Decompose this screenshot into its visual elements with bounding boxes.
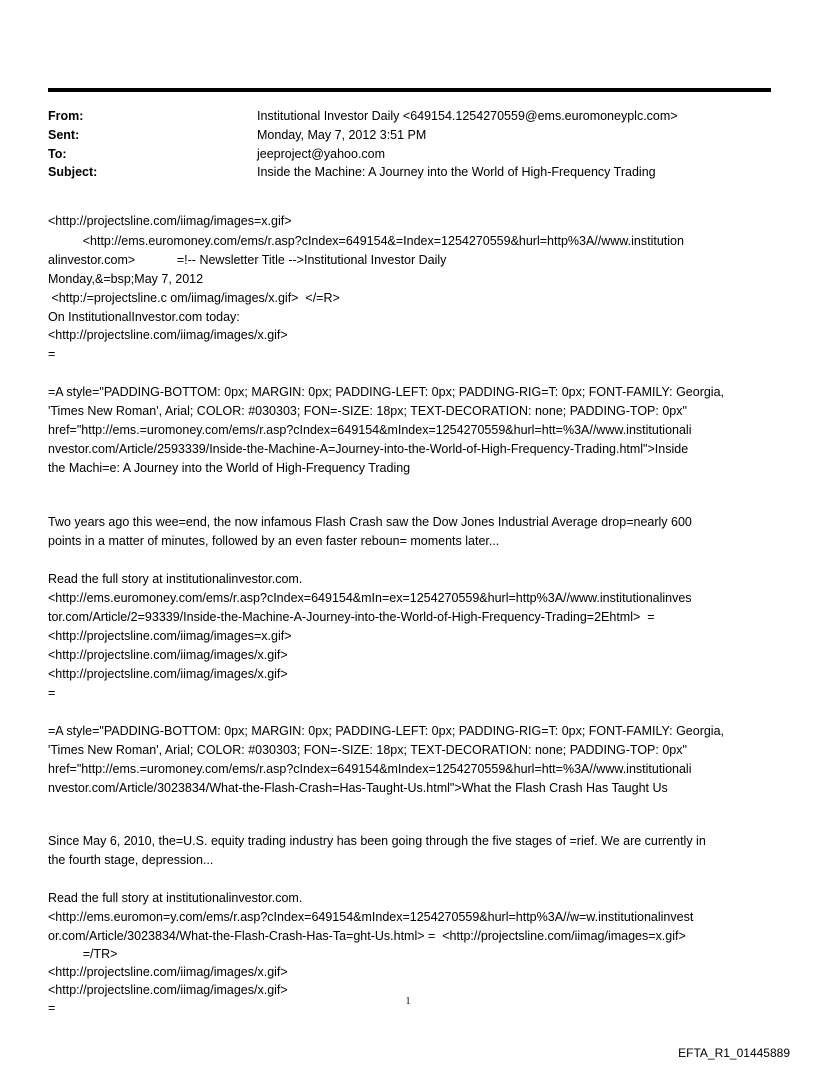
body-line: <http://projectsline.com/iimag/images/x.gif>: [48, 965, 288, 979]
from-value: Institutional Investor Daily <649154.1254270559@ems.euromoneyplc.com>: [257, 109, 678, 123]
body-line: nvestor.com/Article/3023834/What-the-Flash-Crash=Has-Taught-Us.html">What the Flash Crash Has Taught Us: [48, 781, 668, 795]
body-line: 'Times New Roman', Arial; COLOR: #030303; FON=-SIZE: 18px; TEXT-DECORATION: none; PADDING-TOP: 0px": [48, 404, 687, 418]
body-line: =: [48, 1001, 56, 1015]
page-number: 1: [405, 996, 411, 1007]
subject-label: Subject:: [48, 165, 98, 179]
from-label: From:: [48, 109, 84, 123]
body-line: Monday,&=bsp;May 7, 2012: [48, 272, 204, 286]
body-line: =: [48, 686, 56, 700]
body-line: <http://projectsline.com/iimag/images=x.gif>: [48, 629, 292, 643]
body-line: nvestor.com/Article/2593339/Inside-the-Machine-A=Journey-into-the-World-of-High-Frequency-Trading.html">Inside: [48, 442, 689, 456]
body-line: <http://ems.euromon=y.com/ems/r.asp?cIndex=649154&mIndex=1254270559&hurl=http%3A//w=w.institutionalinvest: [48, 910, 694, 924]
body-line: <http://projectsline.com/iimag/images/x.gif>: [48, 648, 288, 662]
body-line: <http://projectsline.com/iimag/images/x.gif>: [48, 983, 288, 997]
body-line: =: [48, 347, 56, 361]
body-line: points in a matter of minutes, followed by an even faster reboun= moments later...: [48, 534, 500, 548]
to-label: To:: [48, 147, 67, 161]
body-line: <http:/=projectsline.c om/iimag/images/x.gif> </=R>: [48, 291, 340, 305]
sent-value: Monday, May 7, 2012 3:51 PM: [257, 128, 427, 142]
subject-value: Inside the Machine: A Journey into the World of High-Frequency Trading: [257, 165, 656, 179]
body-line: <http://ems.euromoney.com/ems/r.asp?cIndex=649154&mIn=ex=1254270559&hurl=http%3A//www.institutionalinves: [48, 591, 692, 605]
sent-label: Sent:: [48, 128, 80, 142]
body-line: href="http://ems.=uromoney.com/ems/r.asp?cIndex=649154&mIndex=1254270559&hurl=htt=%3A//www.institutionali: [48, 762, 692, 776]
body-line: the Machi=e: A Journey into the World of High-Frequency Trading: [48, 461, 411, 475]
body-line: or.com/Article/3023834/What-the-Flash-Crash-Has-Ta=ght-Us.html> = <http://projectsline.com/iimag/images=x.gif>: [48, 929, 686, 943]
body-line: <http://projectsline.com/iimag/images/x.gif>: [48, 328, 288, 342]
body-line: On InstitutionalInvestor.com today:: [48, 310, 240, 324]
body-line: href="http://ems.=uromoney.com/ems/r.asp?cIndex=649154&mIndex=1254270559&hurl=htt=%3A//www.institutionali: [48, 423, 692, 437]
body-line: 'Times New Roman', Arial; COLOR: #030303; FON=-SIZE: 18px; TEXT-DECORATION: none; PADDING-TOP: 0px": [48, 743, 687, 757]
body-line: <http://projectsline.com/iimag/images=x.gif>: [48, 214, 292, 228]
to-value: jeeproject@yahoo.com: [257, 147, 386, 161]
body-line: Read the full story at institutionalinvestor.com.: [48, 572, 303, 586]
body-line: alinvestor.com> =!-- Newsletter Title -->Institutional Investor Daily: [48, 253, 447, 267]
body-line: =A style="PADDING-BOTTOM: 0px; MARGIN: 0px; PADDING-LEFT: 0px; PADDING-RIG=T: 0px; FONT-FAMILY: Georgia,: [48, 724, 725, 738]
body-line: the fourth stage, depression...: [48, 853, 214, 867]
body-line: <http://ems.euromoney.com/ems/r.asp?cIndex=649154&=Index=1254270559&hurl=http%3A//www.institution: [48, 234, 684, 248]
bates-number: EFTA_R1_01445889: [678, 1046, 790, 1060]
body-line: Since May 6, 2010, the=U.S. equity trading industry has been going through the five stages of =rief. We are currently in: [48, 834, 706, 848]
header-divider: [48, 88, 771, 92]
body-line: Read the full story at institutionalinvestor.com.: [48, 891, 303, 905]
body-line: =/TR>: [48, 947, 118, 961]
body-line: <http://projectsline.com/iimag/images/x.gif>: [48, 667, 288, 681]
body-line: tor.com/Article/2=93339/Inside-the-Machine-A-Journey-into-the-World-of-High-Frequency-Trading=2Ehtml> =: [48, 610, 655, 624]
body-line: Two years ago this wee=end, the now infamous Flash Crash saw the Dow Jones Industrial Average drop=nearly 600: [48, 515, 692, 529]
body-line: =A style="PADDING-BOTTOM: 0px; MARGIN: 0px; PADDING-LEFT: 0px; PADDING-RIG=T: 0px; FONT-FAMILY: Georgia,: [48, 385, 725, 399]
